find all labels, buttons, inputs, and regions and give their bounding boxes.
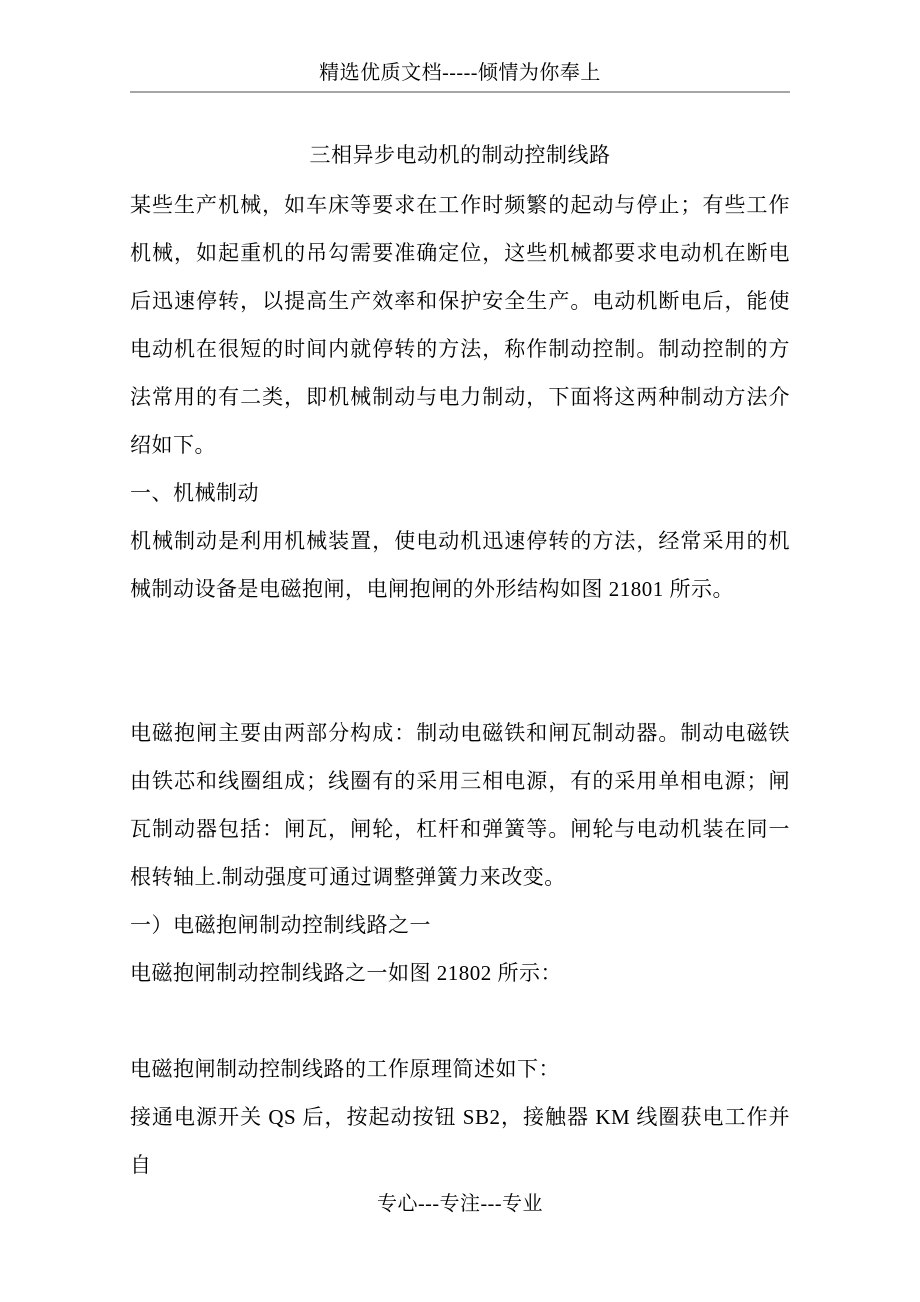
header-text: 精选优质文档-----倾情为你奉上 [319,62,601,84]
blank-line [130,997,790,1045]
footer-text: 专心---专注---专业 [377,1193,543,1215]
text-line: 机械，如起重机的吊勾需要准确定位，这些机械都要求电动机在断电 [130,241,790,265]
text-line: 电动机在很短的时间内就停转的方法，称作制动控制。制动控制的方 [130,337,790,361]
blank-line [130,661,790,709]
text-line: 某些生产机械，如车床等要求在工作时频繁的起动与停止；有些工作 [130,193,790,217]
text-line: 一）电磁抱闸制动控制线路之一 [130,913,431,937]
document-title: 三相异步电动机的制动控制线路 [309,143,611,167]
text-line: 一、机械制动 [130,481,259,505]
text-line: 电磁抱闸制动控制线路的工作原理简述如下： [130,1057,560,1081]
body-lines [130,181,790,1177]
text-line: 由铁芯和线圈组成；线圈有的采用三相电源，有的采用单相电源；闸 [130,769,790,793]
text-line: 械制动设备是电磁抱闸，电闸抱闸的外形结构如图 21801 所示。 [130,577,734,601]
text-line: 瓦制动器包括：闸瓦，闸轮，杠杆和弹簧等。闸轮与电动机装在同一 [130,817,790,841]
text-line: 绍如下。 [130,433,216,457]
text-line: 法常用的有二类，即机械制动与电力制动，下面将这两种制动方法介 [130,385,790,409]
blank-line [130,613,790,661]
text-line: 电磁抱闸制动控制线路之一如图 21802 所示： [130,961,562,985]
page-header [130,60,790,93]
text-line: 机械制动是利用机械装置，使电动机迅速停转的方法，经常采用的机 [130,529,790,553]
text-line: 接通电源开关 QS 后，按起动按钮 SB2，接触器 KM 线圈获电工作并自 [130,1105,790,1177]
text-line: 根转轴上.制动强度可通过调整弹簧力来改变。 [130,865,566,889]
page-footer [130,1184,790,1224]
text-line: 后迅速停转，以提高生产效率和保护安全生产。电动机断电后，能使 [130,289,790,313]
text-line: 电磁抱闸主要由两部分构成：制动电磁铁和闸瓦制动器。制动电磁铁 [130,721,790,745]
